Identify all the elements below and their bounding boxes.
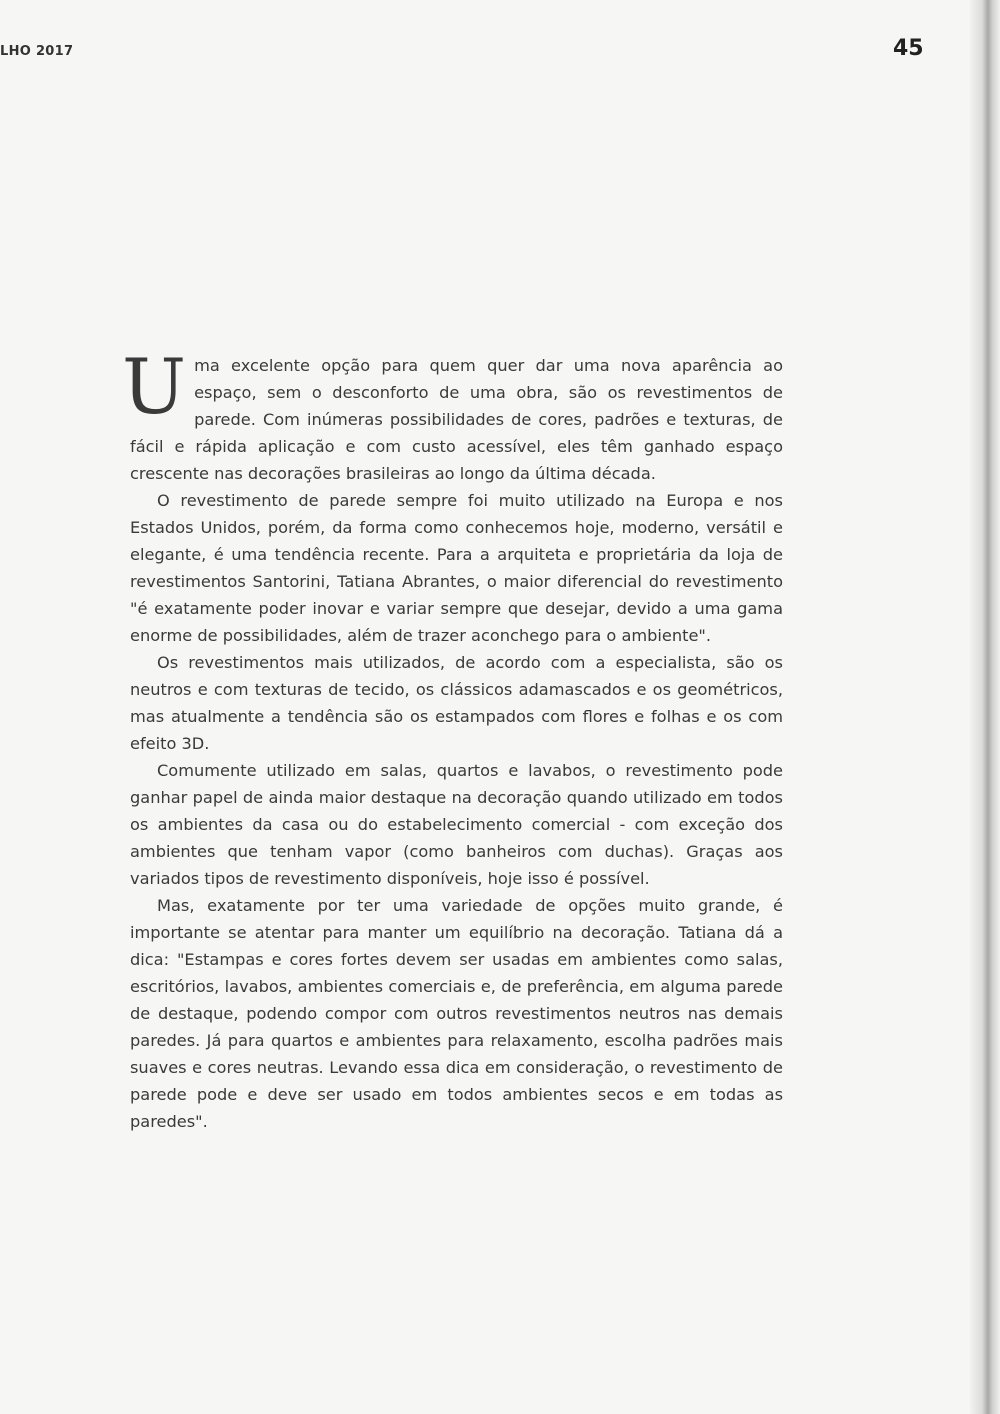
page-spine-edge [970, 0, 1000, 1414]
article-paragraph-2: O revestimento de parede sempre foi muito utilizado na Europa e nos Estados Unidos, porém, da forma como conhecemos hoje, moderno, versátil e elegante, é uma tendência recente. Para a arquiteta e proprietária da loja de revestimentos Santorini, Tatiana Abrantes, o maior diferencial do revestimento "é exatamente poder inovar e variar sempre que desejar, devido a uma gama enorme de possibilidades, além de trazer aconchego para o ambiente". [130, 491, 783, 645]
drop-cap: U [122, 342, 187, 431]
article-paragraph-1 [122, 342, 783, 487]
article-paragraph-1-text: ma excelente opção para quem quer dar uma nova aparência ao espaço, sem o desconforto de uma obra, são os revestimentos de parede. Com inúmeras possibilidades de cores, padrões e texturas, de fácil e rápida aplicação e com custo acessível, eles têm ganhado espaço crescente nas decorações brasileiras ao longo da última década. [130, 356, 783, 483]
issue-date-fragment: LHO 2017 [0, 44, 74, 59]
article-paragraph-5: Mas, exatamente por ter uma variedade de opções muito grande, é importante se atentar para manter um equilíbrio na decoração. Tatiana dá a dica: "Estampas e cores fortes devem ser usadas em ambientes como salas, escritórios, lavabos, ambientes comerciais e, de preferência, em alguma parede de destaque, podendo compor com outros revestimentos neutros nas demais paredes. Já para quartos e ambientes para relaxamento, escolha padrões mais suaves e cores neutras. Levando essa dica em consideração, o revestimento de parede pode e deve ser usado em todos ambientes secos e em todas as paredes". [130, 896, 783, 1131]
article-paragraph-4: Comumente utilizado em salas, quartos e lavabos, o revestimento pode ganhar papel de ainda maior destaque na decoração quando utilizado em todos os ambientes da casa ou do estabelecimento comercial - com exceção dos ambientes que tenham vapor (como banheiros com duchas). Graças aos variados tipos de revestimento disponíveis, hoje isso é possível. [130, 761, 783, 888]
article-body [122, 342, 783, 1135]
page-number: 45 [893, 36, 924, 61]
article-paragraph-3: Os revestimentos mais utilizados, de acordo com a especialista, são os neutros e com texturas de tecido, os clássicos adamascados e os geométricos, mas atualmente a tendência são os estampados com flores e folhas e os com efeito 3D. [130, 653, 783, 753]
